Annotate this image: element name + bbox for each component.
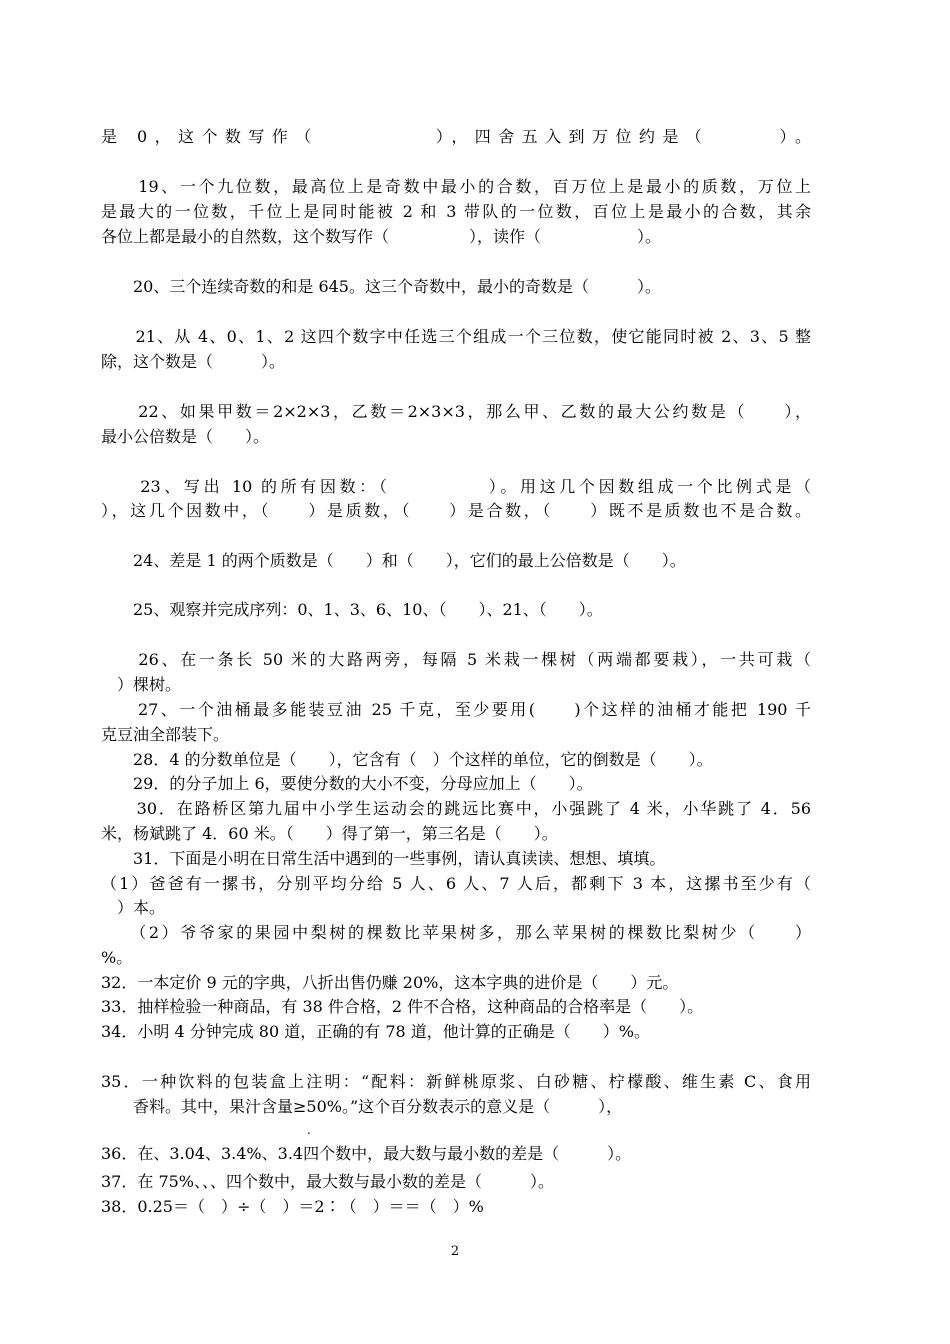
line-q30-b: 米，杨斌跳了 4．60 米。（ ）得了第一，第三名是（ ）。 [101,824,558,843]
line-q25: 25、观察并完成序列：0、1、3、6、10、（ ）、21、（ ）。 [101,600,603,619]
line-q22-b: 最小公倍数是（ ）。 [101,427,270,446]
line-q19-c: 各位上都是最小的自然数，这个数写作（ ），读作（ ）。 [101,227,662,246]
line-q20: 20、三个连续奇数的和是 645。这三个奇数中，最小的奇数是（ ）。 [101,277,661,296]
line-q31-2-a: （2）爷爷家的果园中梨树的棵数比苹果树多，那么苹果树的棵数比梨树少（ ） [101,923,811,942]
line-q24: 24、差是 1 的两个质数是（ ）和（ ），它们的最上公倍数是（ ）。 [101,551,686,570]
page-number: 2 [450,1244,460,1259]
line-q35-b: 香料。其中，果汁含量≥50%。”这个百分数表示的意义是（ ）， [101,1097,623,1116]
line-q37: 37．在 75%、、、四个数中，最大数与最小数的差是（ ）。 [101,1172,555,1191]
line-q28: 28．4 的分数单位是（ ），它含有（ ）个这样的单位，它的倒数是（ ）。 [101,750,713,769]
line-q38: 38．0.25＝（ ）÷（ ）＝2∶（ ）＝＝（ ）% [101,1197,484,1216]
line-q21-a: 21、从 4、0、1、2 这四个数字中任选三个组成一个三位数，使它能同时被 2、3、5 整 [101,327,811,346]
line-q18-cont: 是 0，这个数写作（ ），四舍五入到万位约是（ ）。 [101,127,811,146]
line-q23-a: 23、写出 10 的所有因数：（ ）。用这几个因数组成一个比例式是（ [101,477,811,496]
line-q23-b: ），这几个因数中，（ ）是质数，（ ）是合数，（ ）既不是质数也不是合数。 [101,501,811,520]
line-q35-a: 35．一种饮料的包装盒上注明：“配料：新鲜桃原浆、白砂糖、柠檬酸、维生素 C、食用 [101,1072,811,1091]
line-q33: 33．抽样检验一种商品，有 38 件合格，2 件不合格，这种商品的合格率是（ ）。 [101,997,704,1016]
line-q26-b: ）棵树。 [101,675,182,694]
line-q30-a: 30．在路桥区第九届中小学生运动会的跳远比赛中，小强跳了 4 米，小华跳了 4．56 [101,799,811,818]
line-q34: 34．小明 4 分钟完成 80 道，正确的有 78 道，他计算的正确是（ ）%。 [101,1022,650,1041]
line-q36: 36．在、3.04、3.4%、3.4四个数中，最大数与最小数的差是（ ）。 [101,1144,632,1163]
line-q26-a: 26、在一条长 50 米的大路两旁，每隔 5 米栽一棵树（两端都要栽），一共可栽（ [101,650,811,669]
line-q29: 29．的分子加上 6，要使分数的大小不变，分母应加上（ ）。 [101,774,593,793]
line-q31: 31．下面是小明在日常生活中遇到的一些事例，请认真读读、想想、填填。 [101,849,666,868]
stray-dot: . [307,1123,311,1137]
line-q27-a: 27、一个油桶最多能装豆油 25 千克，至少要用( )个这样的油桶才能把 190 千 [101,700,811,719]
line-q31-2-b: %。 [101,948,133,967]
line-q21-b: 除，这个数是（ ）。 [101,352,286,371]
line-q31-1-a: （1）爸爸有一摞书，分别平均分给 5 人、6 人、7 人后，都剩下 3 本，这摞书至少有（ [101,874,811,893]
line-q22-a: 22、如果甲数＝2×2×3，乙数＝2×3×3，那么甲、乙数的最大公约数是（ ）， [101,402,811,421]
line-q27-b: 克豆油全部装下。 [101,725,230,744]
line-q19-a: 19、一个九位数，最高位上是奇数中最小的合数，百万位上是最小的质数，万位上 [101,177,811,196]
line-q32: 32．一本定价 9 元的字典，八折出售仍赚 20%，这本字典的进价是（ ）元。 [101,973,679,992]
line-q31-1-b: ）本。 [101,898,166,917]
line-q19-b: 是最大的一位数，千位上是同时能被 2 和 3 带队的一位数，百位上是最小的合数，其余 [101,202,811,221]
